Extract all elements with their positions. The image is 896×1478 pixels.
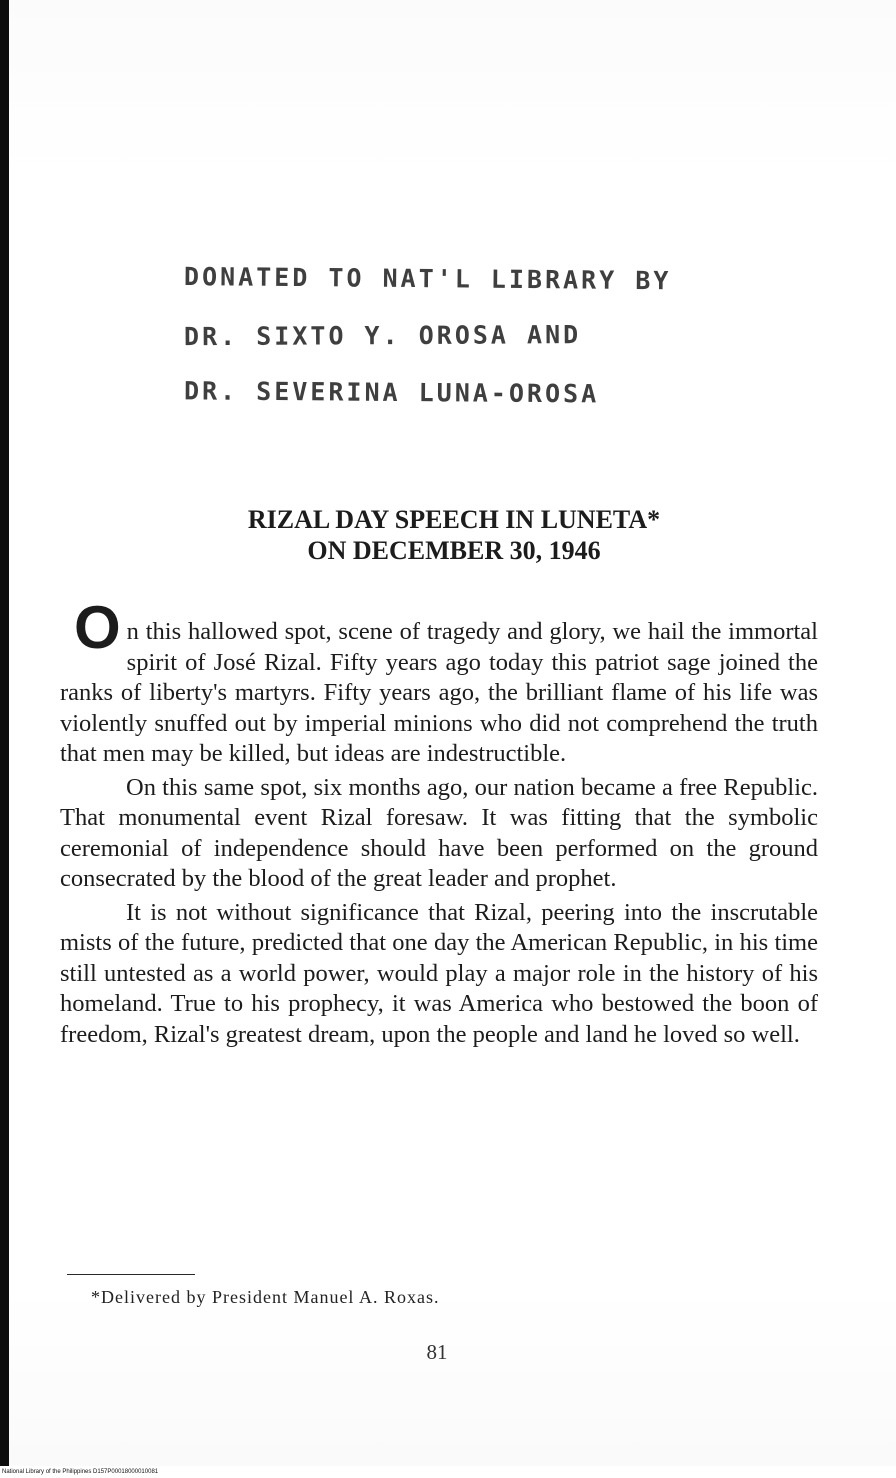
title-line-2: ON DECEMBER 30, 1946 [307, 536, 601, 565]
stamp-line-1: DONATED TO NAT'L LIBRARY BY [183, 262, 672, 296]
drop-cap: O [74, 594, 121, 661]
paragraph-3: It is not without significance that Rizal, peering into the inscrutable mists of the future, predicted that one day the American Republic, in his time still untested as a world power, would play a major role in the history of his homeland. True to his prophecy, it was America who bestowed the boon of freedom, Rizal's greatest dream, upon the people and land he loved so well. [60, 898, 818, 1048]
stamp-line-2: DR. SIXTO Y. OROSA AND [183, 320, 582, 352]
title-line-1: RIZAL DAY SPEECH IN LUNETA* [247, 505, 661, 534]
donation-stamp [183, 250, 672, 421]
paragraph-1-text: n this hallowed spot, scene of tragedy and glory, we hail the immortal spirit of José Rizal. Fifty years ago today this patriot sage joined the ranks of liberty's martyrs. Fifty years ago, the brilliant flame of his life was violently snuffed out by imperial minions who did not comprehend the truth that men may be killed, but ideas are indestructible. [60, 618, 818, 767]
page-edge-shadow [0, 0, 9, 1466]
page-number: 81 [426, 1340, 448, 1364]
source-strip [0, 1466, 896, 1478]
footnote-rule [67, 1274, 195, 1275]
speech-title [109, 504, 799, 566]
footnote: *Delivered by President Manuel A. Roxas. [91, 1287, 440, 1307]
paragraph-1 [60, 594, 818, 770]
stamp-line-3: DR. SEVERINA LUNA-OROSA [183, 376, 600, 409]
source-line: National Library of the Philippines D157P00018000010081 [2, 1469, 159, 1475]
speech-body [60, 594, 818, 1050]
paragraph-2: On this same spot, six months ago, our nation became a free Republic. That monumental event Rizal foresaw. It was fitting that the symbolic ceremonial of independence should have been performed on the ground consecrated by the blood of the great leader and prophet. [60, 773, 818, 892]
scanned-page [9, 0, 896, 1466]
